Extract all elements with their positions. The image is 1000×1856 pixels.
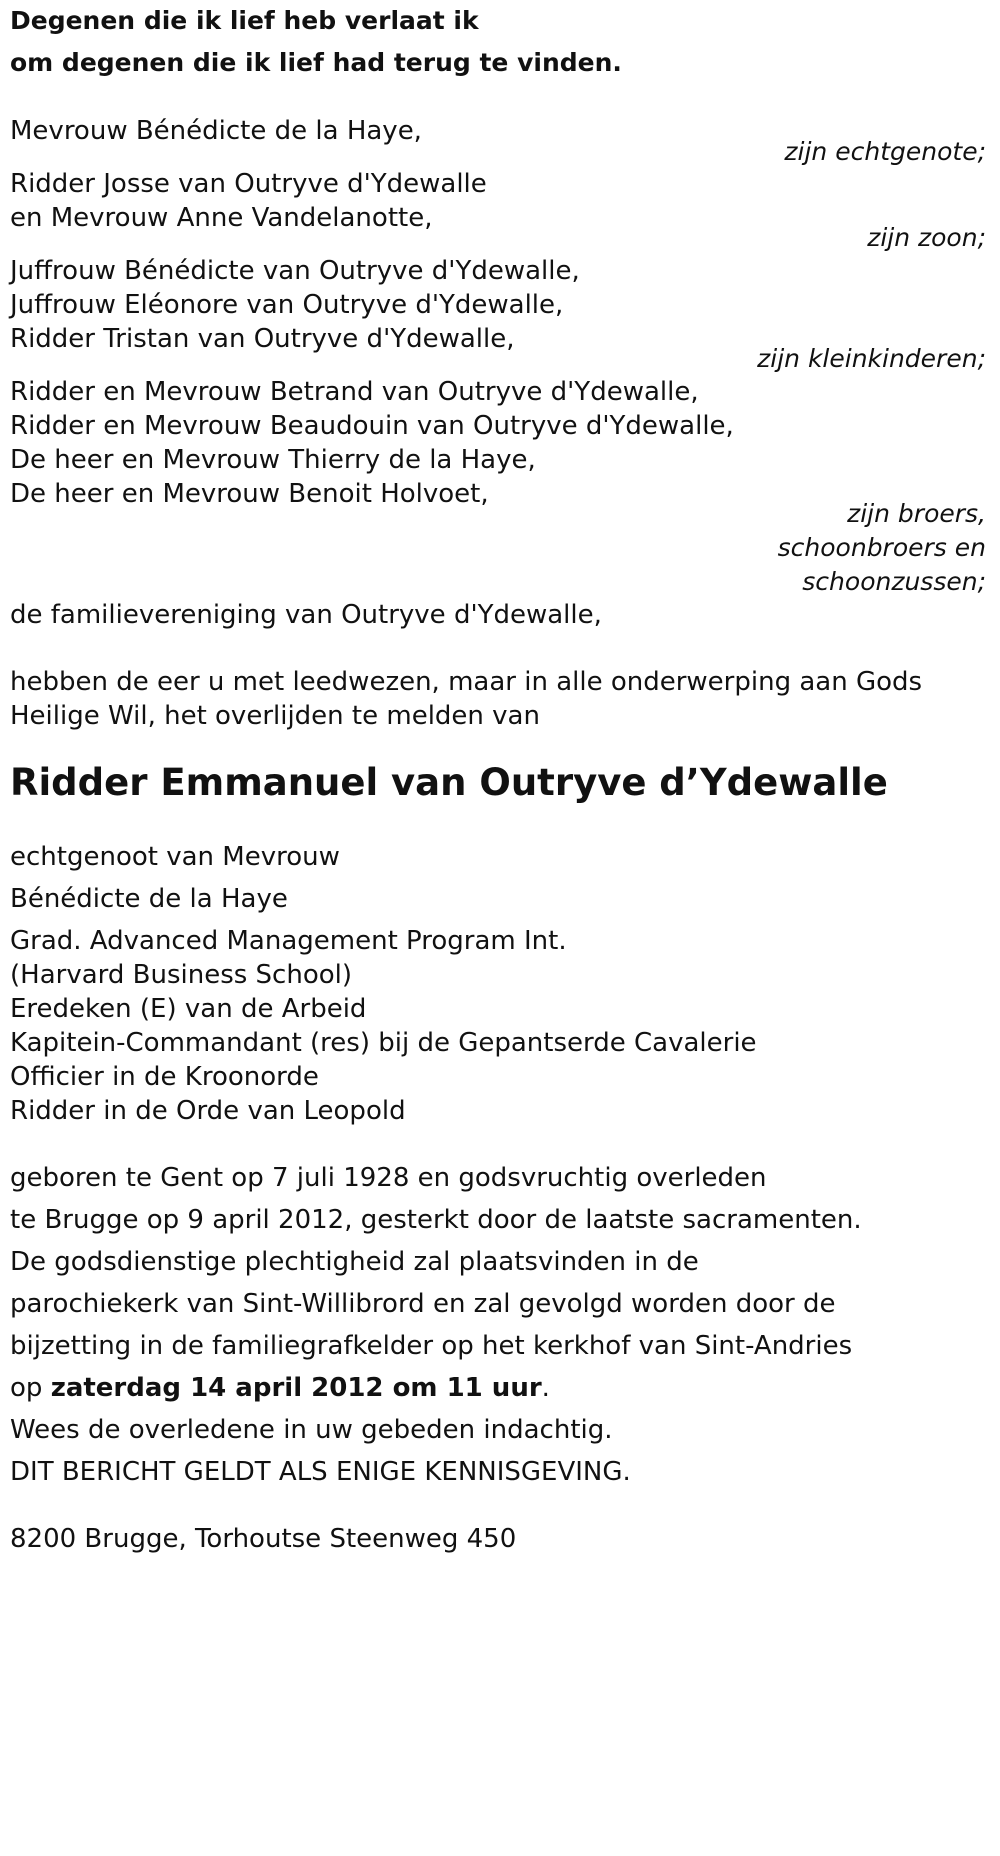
- ceremony-date: zaterdag 14 april 2012 om 11 uur: [50, 1373, 542, 1403]
- sibling-3: De heer en Mevrouw Thierry de la Haye,: [10, 445, 536, 475]
- details-line-3: De godsdienstige plechtigheid zal plaatsvinden in de: [10, 1247, 699, 1277]
- spouse-role: zijn echtgenote;: [784, 137, 986, 166]
- title-line-5: Eredeken (E) van de Arbeid: [10, 994, 367, 1024]
- title-line-6: Kapitein-Commandant (res) bij de Gepantserde Cavalerie: [10, 1028, 757, 1058]
- sibling-1: Ridder en Mevrouw Betrand van Outryve d'Ydewalle,: [10, 377, 699, 407]
- grandchild-1: Juffrouw Bénédicte van Outryve d'Ydewalle,: [10, 256, 580, 286]
- details-line-4: parochiekerk van Sint-Willibrord en zal gevolgd worden door de: [10, 1289, 836, 1319]
- address: 8200 Brugge, Torhoutse Steenweg 450: [10, 1524, 517, 1554]
- title-line-2: Bénédicte de la Haye: [10, 884, 288, 914]
- spouse-name: Mevrouw Bénédicte de la Haye,: [10, 116, 422, 146]
- title-line-8: Ridder in de Orde van Leopold: [10, 1096, 406, 1126]
- announcement-line-2: Heilige Wil, het overlijden te melden van: [10, 701, 540, 731]
- details-line-6-prefix: op: [10, 1373, 51, 1403]
- details-line-5: bijzetting in de familiegrafkelder op het kerkhof van Sint-Andries: [10, 1331, 853, 1361]
- notice-statement: DIT BERICHT GELDT ALS ENIGE KENNISGEVING.: [10, 1457, 631, 1487]
- details-line-1: geboren te Gent op 7 juli 1928 en godsvruchtig overleden: [10, 1163, 767, 1193]
- siblings-role-line-3: schoonzussen;: [802, 567, 986, 596]
- grandchild-2: Juffrouw Eléonore van Outryve d'Ydewalle,: [10, 290, 564, 320]
- title-line-7: Officier in de Kroonorde: [10, 1062, 319, 1092]
- grandchild-3: Ridder Tristan van Outryve d'Ydewalle,: [10, 324, 515, 354]
- sibling-2: Ridder en Mevrouw Beaudouin van Outryve d'Ydewalle,: [10, 411, 734, 441]
- details-line-6-suffix: .: [541, 1373, 550, 1403]
- title-line-1: echtgenoot van Mevrouw: [10, 842, 340, 872]
- details-line-2: te Brugge op 9 april 2012, gesterkt door de laatste sacramenten.: [10, 1205, 862, 1235]
- title-line-4: (Harvard Business School): [10, 960, 353, 990]
- sibling-4: De heer en Mevrouw Benoit Holvoet,: [10, 479, 489, 509]
- grandchildren-role: zijn kleinkinderen;: [757, 344, 986, 373]
- motto-line-2: om degenen die ik lief had terug te vinden.: [10, 48, 622, 77]
- son-line-1: Ridder Josse van Outryve d'Ydewalle: [10, 169, 487, 199]
- family-association: de familievereniging van Outryve d'Ydewalle,: [10, 600, 602, 630]
- son-role: zijn zoon;: [867, 223, 986, 252]
- siblings-role-line-2: schoonbroers en: [777, 533, 986, 562]
- details-line-6: [10, 1371, 550, 1405]
- title-line-3: Grad. Advanced Management Program Int.: [10, 926, 567, 956]
- motto-line-1: Degenen die ik lief heb verlaat ik: [10, 6, 479, 35]
- siblings-role-line-1: zijn broers,: [847, 499, 986, 528]
- announcement-line-1: hebben de eer u met leedwezen, maar in alle onderwerping aan Gods: [10, 667, 923, 697]
- details-line-7: Wees de overledene in uw gebeden indachtig.: [10, 1415, 613, 1445]
- son-line-2: en Mevrouw Anne Vandelanotte,: [10, 203, 433, 233]
- deceased-name: Ridder Emmanuel van Outryve d’Ydewalle: [10, 761, 888, 804]
